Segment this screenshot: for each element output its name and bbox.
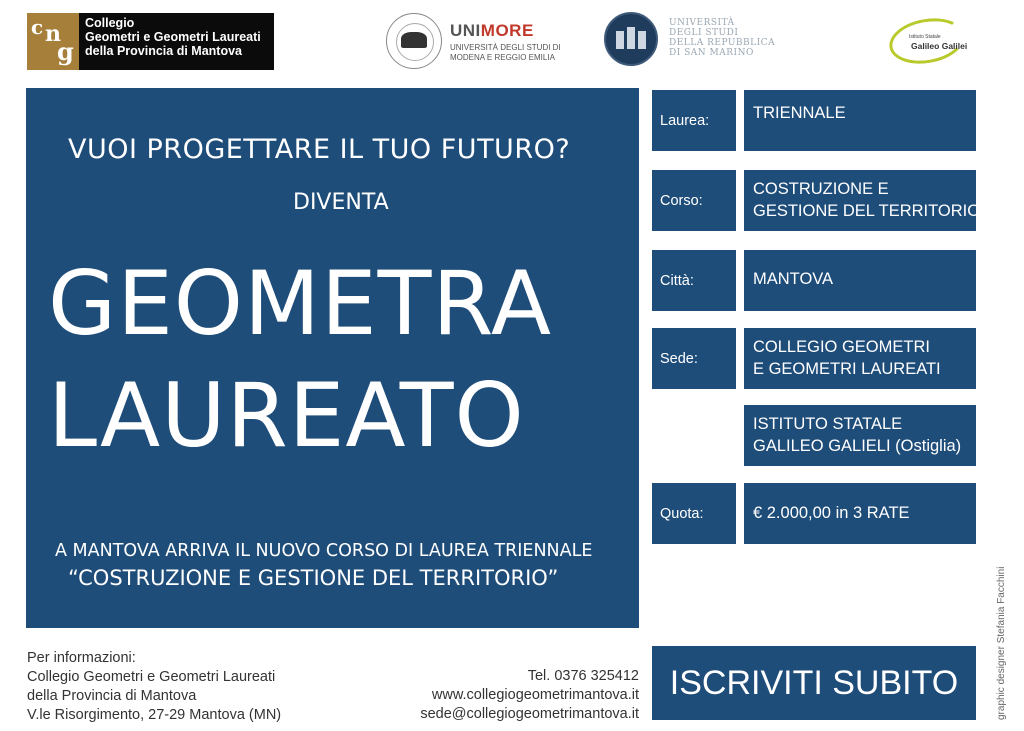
value-sede: COLLEGIO GEOMETRI E GEOMETRI LAUREATI: [744, 328, 976, 389]
unimore-name: UNIMORE: [450, 21, 534, 40]
label-citta: Città:: [652, 250, 736, 311]
email-link[interactable]: sede@collegiogeometrimantova.it: [420, 706, 639, 722]
headline-question: VUOI PROGETTARE IL TUO FUTURO?: [68, 134, 571, 165]
website-link[interactable]: www.collegiogeometrimantova.it: [431, 687, 639, 703]
san-marino-seal-icon: [604, 12, 658, 66]
value-sede-istituto: ISTITUTO STATALE GALILEO GALIELI (Ostiglia): [744, 405, 976, 466]
value-quota: € 2.000,00 in 3 RATE: [744, 483, 976, 544]
collegio-logo-mark: c n g: [27, 13, 79, 70]
contact-info: Per informazioni: Collegio Geometri e Geometri Laureati della Provincia di Mantova V.le Risorgimento, 27-29 Mantova (MN): [27, 650, 282, 723]
label-sede: Sede:: [652, 328, 736, 389]
unimore-logo: [386, 12, 561, 72]
designer-credit: graphic designer Stefania Facchini: [996, 566, 1007, 720]
announcement-line2: “COSTRUZIONE E GESTIONE DEL TERRITORIO”: [68, 566, 559, 590]
label-corso: Corso:: [652, 170, 736, 231]
san-marino-university-text: UNIVERSITÀ DEGLI STUDI DELLA REPUBBLICA DI SAN MARINO: [669, 18, 776, 58]
value-citta: MANTOVA: [744, 250, 976, 311]
collegio-logo: [27, 13, 274, 70]
label-laurea: Laurea:: [652, 90, 736, 151]
value-laurea: TRIENNALE: [744, 90, 976, 151]
title-geometra: GEOMETRA: [48, 252, 553, 355]
unimore-subtitle: UNIVERSITÀ DEGLI STUDI DI MODENA E REGGIO EMILIA: [450, 43, 561, 62]
galileo-galilei-logo: Istituto Statale Galileo Galilei: [887, 17, 969, 69]
announcement-line1: A MANTOVA ARRIVA IL NUOVO CORSO DI LAUREA TRIENNALE: [55, 541, 593, 561]
collegio-logo-text: Collegio Geometri e Geometri Laureati della Provincia di Mantova: [85, 16, 261, 58]
phone-number: Tel. 0376 325412: [527, 668, 639, 684]
contact-details: [300, 667, 639, 724]
iscriviti-subito-button[interactable]: ISCRIVITI SUBITO: [652, 646, 976, 720]
unimore-seal-icon: [386, 13, 442, 69]
title-laureato: LAUREATO: [48, 364, 525, 467]
diventa-text: DIVENTA: [293, 190, 389, 215]
san-marino-university-logo: [604, 12, 779, 70]
label-quota: Quota:: [652, 483, 736, 544]
value-corso: COSTRUZIONE E GESTIONE DEL TERRITORIO: [744, 170, 976, 231]
